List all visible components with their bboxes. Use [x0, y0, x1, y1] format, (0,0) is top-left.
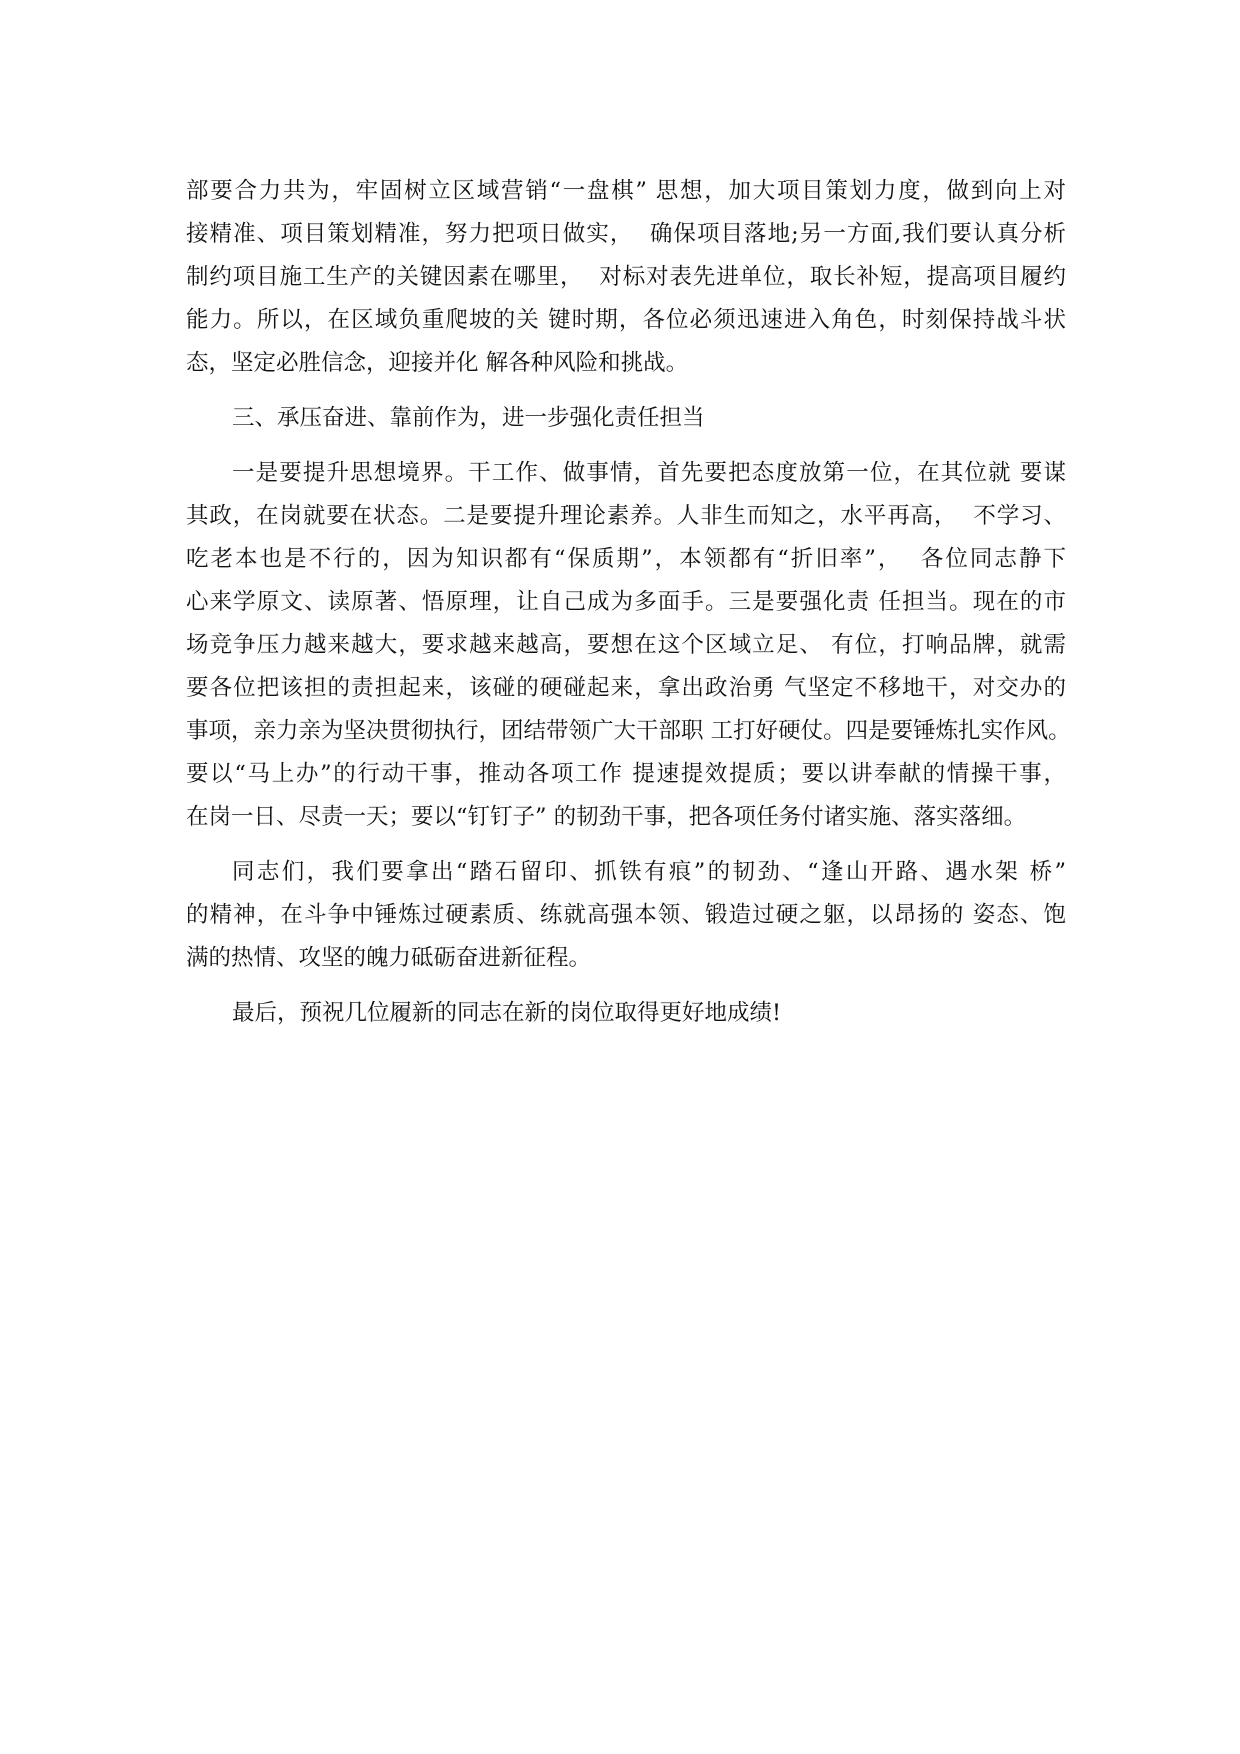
text-line: 一是要提升思想境界。干工作、做事情，首先要把态度放第一位，在其位就 要谋: [232, 460, 1066, 486]
text-line: 在岗一日、尽责一天；要以“钉钉子” 的韧劲干事，把各项任务付诸实施、落实落细。: [186, 804, 1027, 830]
text-line: 场竞争压力越来越大，要求越来越高，要想在这个区域立足、 有位，打响品牌，就需: [186, 632, 1066, 658]
paragraph-spacer: [186, 385, 1066, 397]
text-line: 的精神，在斗争中锤炼过硬素质、练就高强本领、锻造过硬之躯，以昂扬的 姿态、饱: [186, 902, 1066, 928]
document-page: [186, 170, 1071, 1035]
text-line: 吃老本也是不行的，因为知识都有“保质期”，本领都有“折旧率”， 各位同志静下: [186, 546, 1066, 572]
paragraph-spacer: [186, 440, 1066, 452]
paragraph-comrades: [186, 851, 1066, 980]
text-line: 心来学原文、读原著、悟原理，让自己成为多面手。三是要强化责 任担当。现在的市: [186, 589, 1066, 615]
text-line: 同志们，我们要拿出“踏石留印、抓铁有痕”的韧劲、“逢山开路、遇水架 桥”: [232, 859, 1066, 885]
text-line: 其政，在岗就要在状态。二是要提升理论素养。人非生而知之，水平再高， 不学习、: [186, 503, 1066, 529]
text-line: 能力。所以，在区域负重爬坡的关 键时期，各位必须迅速进入角色，时刻保持战斗状: [186, 307, 1066, 333]
text-line: 接精准、项目策划精准，努力把项日做实， 确保项目落地;另一方面,我们要认真分析: [186, 221, 1066, 247]
text-line: 制约项目施工生产的关键因素在哪里， 对标对表先进单位，取长补短，提高项目履约: [186, 264, 1066, 290]
paragraph-closing: [186, 992, 1066, 1035]
text-line: 态，坚定必胜信念，迎接并化 解各种风险和挑战。: [186, 350, 689, 376]
closing-text: 最后，预祝几位履新的同志在新的岗位取得更好地成绩!: [232, 1000, 782, 1026]
text-line: 要以“马上办”的行动干事，推动各项工作 提速提效提质；要以讲奉献的情操干事，: [186, 761, 1066, 787]
text-line: 部要合力共为，牢固树立区域营销“一盘棋” 思想，加大项目策划力度，做到向上对: [186, 178, 1066, 204]
text-line: 满的热情、攻坚的魄力砥砺奋进新征程。: [186, 945, 592, 971]
paragraph-responsibility: [186, 452, 1071, 839]
text-line: 要各位把该担的责担起来，该碰的硬碰起来，拿出政治勇 气坚定不移地干，对交办的: [186, 675, 1066, 701]
paragraph-spacer: [186, 839, 1066, 851]
text-line: 事项，亲力亲为坚决贯彻执行，团结带领广大干部职 工打好硬仗。四是要锤炼扎实作风。: [186, 718, 1071, 744]
section-heading-three: [186, 397, 1066, 440]
paragraph-spacer: [186, 980, 1066, 992]
section-heading-text: 三、承压奋进、靠前作为，进一步强化责任担当: [232, 405, 705, 431]
paragraph-project-planning: [186, 170, 1066, 385]
